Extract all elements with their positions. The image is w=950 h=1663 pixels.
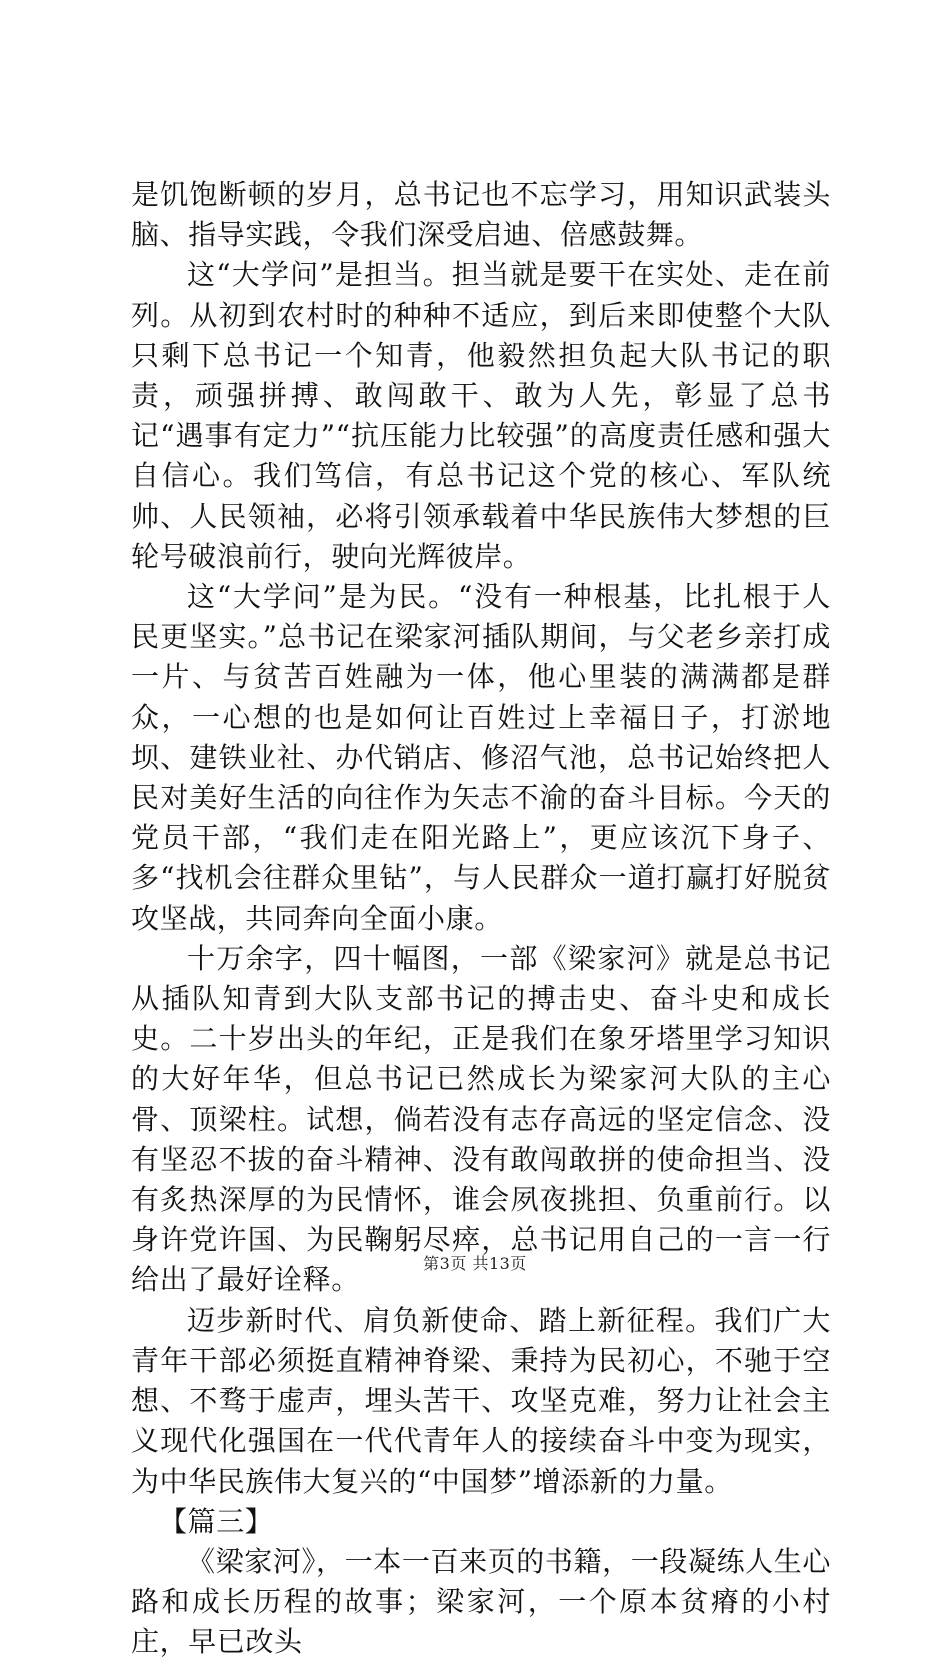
paragraph-continuation: 是饥饱断顿的岁月，总书记也不忘学习，用知识武装头脑、指导实践，令我们深受启迪、倍感鼓舞。 bbox=[131, 178, 831, 252]
paragraph-section-three-intro: 《梁家河》，一本一百来页的书籍，一段凝练人生心路和成长历程的故事；梁家河，一个原本贫瘠的小村庄，早已改头 bbox=[131, 1544, 831, 1659]
paragraph-book-summary: 十万余字，四十幅图，一部《梁家河》就是总书记从插队知青到大队支部书记的搏击史、奋斗史和成长史。二十岁出头的年纪，正是我们在象牙塔里学习知识的大好年华，但总书记已然成长为梁家河大队的主心骨、顶梁柱。试想，倘若没有志存高远的坚定信念、没有坚忍不拔的奋斗精神、没有敢闯敢拼的使命担当、没有炙热深厚的为民情怀，谁会夙夜挑担、负重前行。以身许党许国、为民鞠躬尽瘁，总书记用自己的一言一行给出了最好诠释。 bbox=[131, 941, 831, 1297]
document-body bbox=[131, 175, 831, 1663]
page-number-footer: 第3页 共13页 bbox=[423, 1254, 527, 1273]
paragraph-new-era: 迈步新时代、肩负新使命、踏上新征程。我们广大青年干部必须挺直精神脊梁、秉持为民初心，不驰于空想、不骛于虚声，埋头苦干、攻坚克难，努力让社会主义现代化强国在一代代青年人的接续奋斗中变为现实，为中华民族伟大复兴的“中国梦”增添新的力量。 bbox=[131, 1303, 831, 1498]
section-heading: 【篇三】 bbox=[159, 1504, 274, 1538]
paragraph-responsibility: 这“大学问”是担当。担当就是要干在实处、走在前列。从初到农村时的种种不适应，到后来即使整个大队只剩下总书记一个知青，他毅然担负起大队书记的职责，顽强拼搏、敢闯敢干、敢为人先，彰显了总书记“遇事有定力”“抗压能力比较强”的高度责任感和强大自信心。我们笃信，有总书记这个党的核心、军队统帅、人民领袖，必将引领承载着中华民族伟大梦想的巨轮号破浪前行，驶向光辉彼岸。 bbox=[131, 258, 831, 573]
paragraph-for-the-people: 这“大学问”是为民。“没有一种根基，比扎根于人民更坚实。”总书记在梁家河插队期间，与父老乡亲打成一片、与贫苦百姓融为一体，他心里装的满满都是群众，一心想的也是如何让百姓过上幸福日子，打淤地坝、建铁业社、办代销店、修沼气池，总书记始终把人民对美好生活的向往作为矢志不渝的奋斗目标。今天的党员干部，“我们走在阳光路上”，更应该沉下身子、多“找机会往群众里钻”，与人民群众一道打赢打好脱贫攻坚战，共同奔向全面小康。 bbox=[131, 580, 831, 935]
